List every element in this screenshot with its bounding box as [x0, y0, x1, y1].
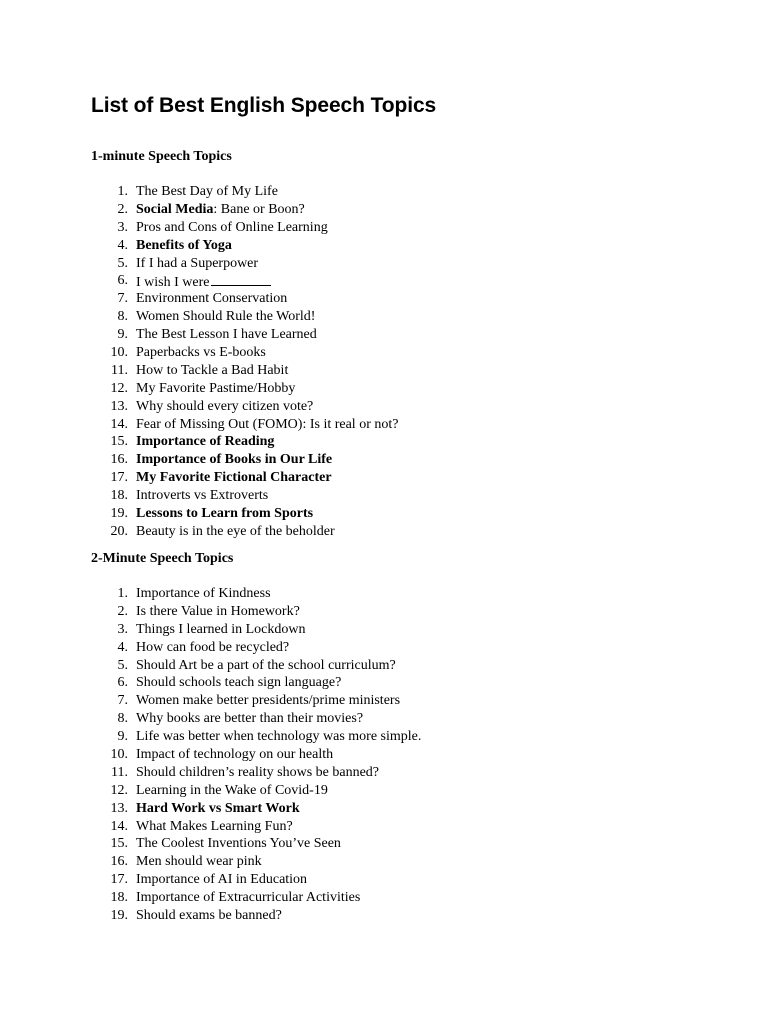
- list-item-number: 16.: [110, 854, 128, 870]
- list-item-number: 10.: [110, 747, 128, 763]
- list-item-text: [136, 416, 398, 434]
- plain-text: If I had a Superpower: [136, 255, 259, 271]
- list-item-text: [136, 621, 306, 639]
- list-item-number: 1.: [117, 184, 128, 199]
- bold-text: My Favorite Fictional Character: [136, 470, 332, 486]
- list-item-text: [136, 201, 305, 219]
- plain-text: I wish I were: [136, 275, 210, 291]
- list-item-text: [136, 907, 282, 925]
- list-item-number: 8.: [117, 711, 128, 727]
- list-item-text: [136, 818, 293, 836]
- list-item: [0, 416, 768, 434]
- list-item-text: [136, 657, 396, 675]
- topic-list-1-minute: [0, 183, 768, 541]
- list-item: [0, 853, 768, 871]
- list-item-text: [136, 290, 287, 308]
- fill-in-blank-line: [211, 272, 271, 286]
- list-item: [0, 290, 768, 308]
- plain-text: What Makes Learning Fun?: [136, 818, 293, 834]
- list-item-number: 15.: [110, 836, 128, 852]
- list-item-text: [136, 380, 295, 398]
- plain-text: Why books are better than their movies?: [136, 711, 364, 727]
- list-item-number: 12.: [110, 380, 128, 396]
- list-item-number: 5.: [117, 657, 128, 673]
- list-item-text: [136, 853, 262, 871]
- list-item: [0, 344, 768, 362]
- list-item-text: [136, 487, 268, 505]
- list-item: [0, 255, 768, 273]
- list-item: [0, 692, 768, 710]
- plain-text: The Best Day of My Life: [136, 184, 278, 199]
- list-item-number: 9.: [117, 327, 128, 343]
- list-item: [0, 523, 768, 541]
- list-item-text: [136, 398, 313, 416]
- list-item-text: [136, 800, 300, 818]
- list-item: [0, 800, 768, 818]
- list-item: [0, 201, 768, 219]
- plain-text: Should Art be a part of the school curriculum?: [136, 657, 396, 673]
- list-item-text: [136, 889, 360, 907]
- page-title: List of Best English Speech Topics: [91, 94, 437, 117]
- list-item: [0, 657, 768, 675]
- section-heading-1-minute: 1-minute Speech Topics: [91, 149, 232, 164]
- list-item: [0, 272, 768, 290]
- plain-text: : Bane or Boon?: [213, 201, 305, 217]
- plain-text: Fear of Missing Out (FOMO): Is it real or not?: [136, 416, 399, 432]
- list-item-number: 10.: [110, 345, 128, 361]
- list-item-number: 6.: [117, 675, 128, 691]
- list-item-text: [136, 505, 313, 523]
- bold-text: Social Media: [136, 201, 214, 217]
- list-item-number: 14.: [110, 416, 128, 432]
- list-item-text: [136, 782, 328, 800]
- plain-text: Men should wear pink: [136, 854, 262, 870]
- plain-text: Why should every citizen vote?: [136, 398, 314, 414]
- list-item: [0, 451, 768, 469]
- list-item-text: [136, 344, 266, 362]
- list-item-text: [136, 183, 278, 201]
- plain-text: Women make better presidents/prime ministers: [136, 693, 401, 709]
- plain-text: Pros and Cons of Online Learning: [136, 219, 328, 235]
- list-item-number: 1.: [117, 586, 128, 601]
- plain-text: Should schools teach sign language?: [136, 675, 342, 691]
- list-item: [0, 505, 768, 523]
- list-item-text: [136, 362, 288, 380]
- plain-text: The Coolest Inventions You’ve Seen: [136, 836, 341, 852]
- plain-text: My Favorite Pastime/Hobby: [136, 380, 296, 396]
- list-item-number: 18.: [110, 488, 128, 504]
- list-item-number: 9.: [117, 729, 128, 745]
- list-item-text: [136, 585, 271, 603]
- list-item-text: [136, 710, 363, 728]
- list-item: [0, 871, 768, 889]
- list-item: [0, 818, 768, 836]
- plain-text: The Best Lesson I have Learned: [136, 327, 317, 343]
- list-item-number: 17.: [110, 872, 128, 888]
- list-item-number: 2.: [117, 201, 128, 217]
- list-item-text: [136, 237, 232, 255]
- plain-text: Should children’s reality shows be banned?: [136, 764, 380, 780]
- plain-text: Environment Conservation: [136, 291, 288, 307]
- topic-list-2-minute: [0, 585, 768, 925]
- plain-text: Life was better when technology was more simple.: [136, 729, 422, 745]
- list-item: [0, 835, 768, 853]
- section-heading-2-minute: 2-Minute Speech Topics: [91, 551, 234, 566]
- list-item-number: 12.: [110, 782, 128, 798]
- list-item-text: [136, 674, 341, 692]
- list-item: [0, 746, 768, 764]
- list-item-number: 4.: [117, 237, 128, 253]
- list-item: [0, 907, 768, 925]
- list-item-number: 13.: [110, 398, 128, 414]
- list-item-text: [136, 326, 317, 344]
- list-item: [0, 308, 768, 326]
- bold-text: Importance of Books in Our Life: [136, 452, 333, 468]
- list-item: [0, 639, 768, 657]
- bold-text: Lessons to Learn from Sports: [136, 506, 314, 522]
- list-item-text: [136, 871, 307, 889]
- list-item-text: [136, 255, 258, 273]
- plain-text: Paperbacks vs E-books: [136, 345, 266, 361]
- bold-text: Benefits of Yoga: [136, 237, 232, 253]
- list-item-number: 14.: [110, 818, 128, 834]
- list-item: [0, 380, 768, 398]
- bold-text: Importance of Reading: [136, 434, 275, 450]
- list-item-number: 3.: [117, 621, 128, 637]
- list-item-number: 19.: [110, 506, 128, 522]
- plain-text: Women Should Rule the World!: [136, 309, 316, 325]
- list-item-text: [136, 433, 274, 451]
- plain-text: Is there Value in Homework?: [136, 603, 300, 619]
- list-item-text: [136, 451, 332, 469]
- list-item-text: [136, 603, 300, 621]
- list-item-number: 17.: [110, 470, 128, 486]
- list-item-number: 7.: [117, 693, 128, 709]
- list-item: [0, 183, 768, 201]
- list-item-number: 7.: [117, 291, 128, 307]
- list-item: [0, 487, 768, 505]
- plain-text: Importance of AI in Education: [136, 872, 308, 888]
- plain-text: Impact of technology on our health: [136, 747, 334, 763]
- list-item-text: [136, 469, 332, 487]
- list-item-text: [136, 835, 341, 853]
- list-item: [0, 710, 768, 728]
- list-item-number: 4.: [117, 639, 128, 655]
- list-item: [0, 585, 768, 603]
- list-item-number: 11.: [111, 362, 128, 378]
- list-item: [0, 603, 768, 621]
- list-item-number: 2.: [117, 603, 128, 619]
- plain-text: Should exams be banned?: [136, 908, 282, 924]
- list-item: [0, 674, 768, 692]
- list-item: [0, 764, 768, 782]
- list-item-number: 13.: [110, 800, 128, 816]
- plain-text: Beauty is in the eye of the beholder: [136, 523, 335, 539]
- list-item-number: 18.: [110, 890, 128, 906]
- list-item: [0, 326, 768, 344]
- list-item-text: [136, 523, 335, 541]
- list-item-text: [136, 308, 315, 326]
- list-item: [0, 782, 768, 800]
- list-item-number: 3.: [117, 219, 128, 235]
- plain-text: Things I learned in Lockdown: [136, 621, 306, 637]
- list-item-text: [136, 728, 421, 746]
- list-item-text: [136, 219, 328, 237]
- list-item: [0, 621, 768, 639]
- list-item: [0, 469, 768, 487]
- list-item: [0, 728, 768, 746]
- list-item: [0, 398, 768, 416]
- plain-text: How to Tackle a Bad Habit: [136, 362, 289, 378]
- list-item: [0, 362, 768, 380]
- list-item-text: [136, 764, 379, 782]
- list-item-number: 8.: [117, 309, 128, 325]
- list-item: [0, 219, 768, 237]
- list-item-text: [136, 692, 400, 710]
- list-item: [0, 237, 768, 255]
- list-item-number: 15.: [110, 434, 128, 450]
- list-item-text: [136, 639, 289, 657]
- list-item-text: [136, 746, 333, 764]
- plain-text: Importance of Kindness: [136, 586, 271, 601]
- list-item-number: 11.: [111, 764, 128, 780]
- plain-text: Introverts vs Extroverts: [136, 488, 269, 504]
- list-item-number: 19.: [110, 908, 128, 924]
- list-item-number: 5.: [117, 255, 128, 271]
- bold-text: Hard Work vs Smart Work: [136, 800, 300, 816]
- list-item: [0, 889, 768, 907]
- plain-text: Importance of Extracurricular Activities: [136, 890, 361, 906]
- plain-text: How can food be recycled?: [136, 639, 290, 655]
- plain-text: Learning in the Wake of Covid-19: [136, 782, 328, 798]
- list-item: [0, 433, 768, 451]
- list-item-number: 16.: [110, 452, 128, 468]
- list-item-number: 6.: [117, 273, 128, 289]
- list-item-number: 20.: [110, 523, 128, 539]
